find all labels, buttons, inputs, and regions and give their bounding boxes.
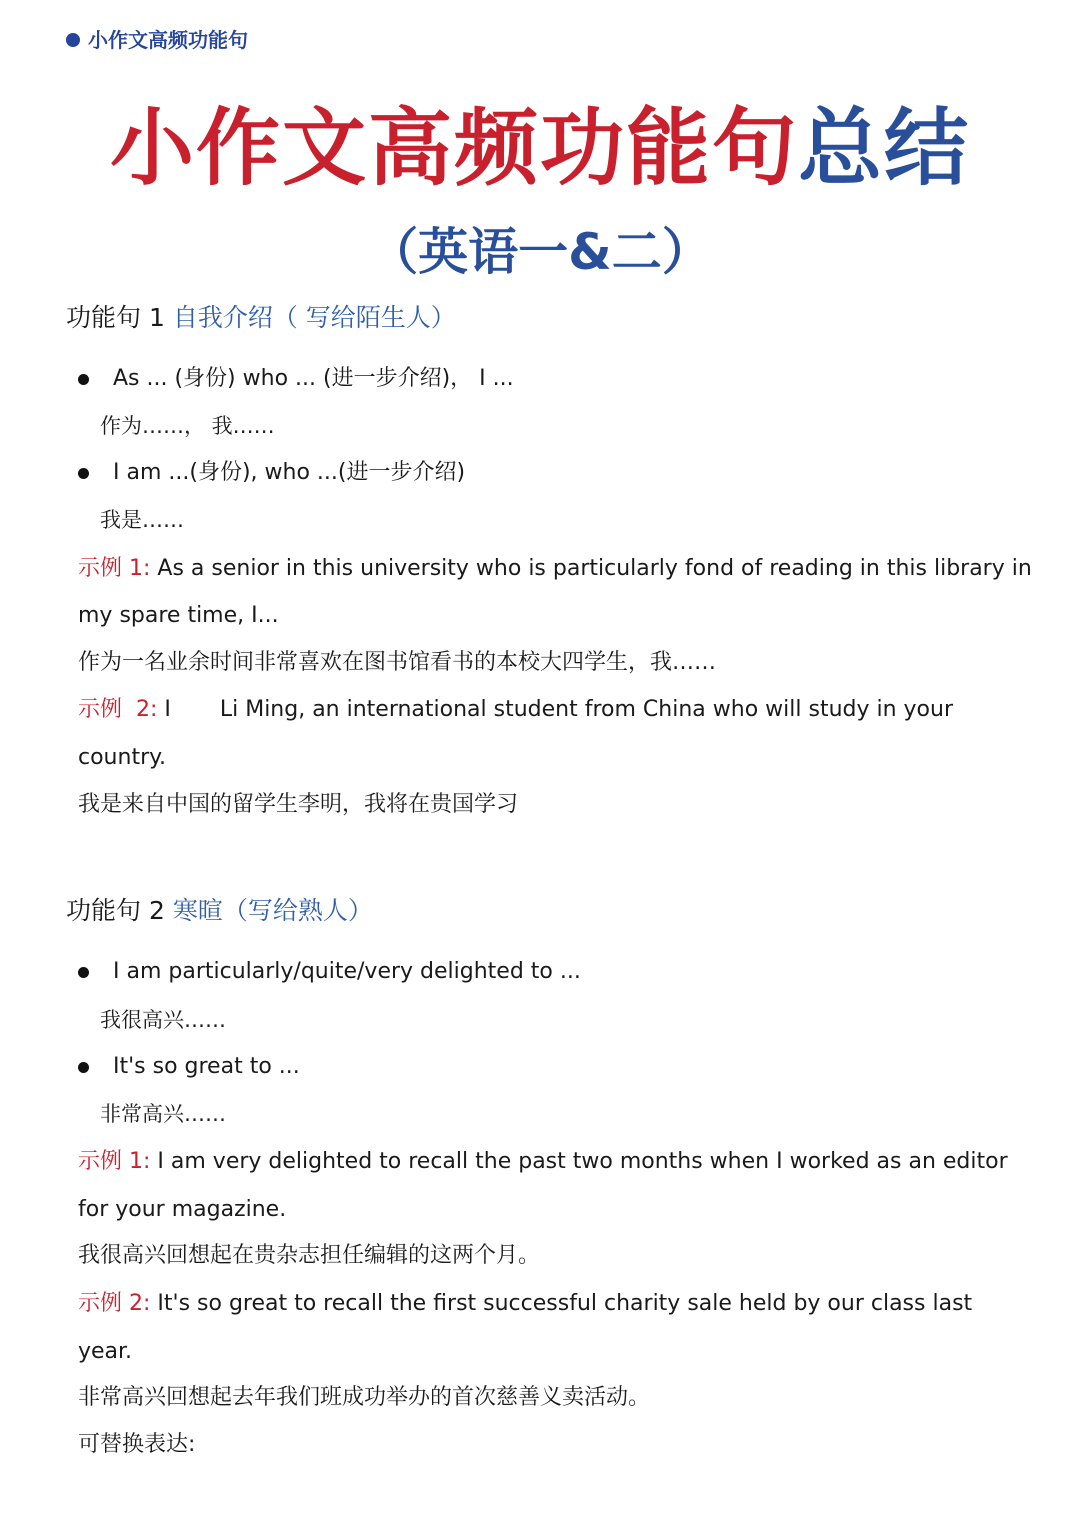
pattern-translation: 我是…… [100, 508, 184, 532]
bullet-icon [78, 468, 89, 479]
example-line: 示例 1: As a senior in this university who is particularly fond of reading in this library in [78, 556, 1032, 581]
bullet-icon [78, 1062, 89, 1073]
header-tag: 小作文高频功能句 [66, 24, 248, 56]
pattern-translation: 我很高兴…… [100, 1008, 226, 1032]
pattern-item: As ... (身份) who ... (进一步介绍)， I ... [78, 363, 514, 395]
page-title: 小作文高频功能句总结 [109, 99, 971, 197]
example-line: 示例 2: I Li Ming, an international student from China who will study in your [78, 697, 954, 722]
example-line: for your magazine. [78, 1197, 287, 1222]
section-heading: 功能句 1 自我介绍（ 写给陌生人） [66, 303, 456, 332]
example-line: country. [78, 745, 166, 770]
pattern-item: I am ...(身份), who ...(进一步介绍) [78, 457, 465, 489]
pattern-translation: 非常高兴…… [100, 1102, 226, 1126]
example-translation: 作为一名业余时间非常喜欢在图书馆看书的本校大四学生，我…… [78, 650, 717, 675]
example-line: year. [78, 1339, 133, 1364]
pattern-item: It's so great to ... [78, 1051, 300, 1083]
pattern-translation: 作为……， 我…… [100, 414, 275, 438]
section-heading: 功能句 2 寒暄（写给熟人） [66, 896, 373, 925]
example-line: 示例 2: It's so great to recall the first successful charity sale held by our class last [78, 1291, 973, 1316]
pattern-item: I am particularly/quite/very delighted to ... [78, 956, 581, 988]
example-translation: 我很高兴回想起在贵杂志担任编辑的这两个月。 [78, 1243, 541, 1268]
example-translation: 非常高兴回想起去年我们班成功举办的首次慈善义卖活动。 [78, 1385, 651, 1410]
example-line: my spare time, I... [78, 603, 279, 628]
bullet-icon [78, 374, 89, 385]
example-line: 示例 1: I am very delighted to recall the past two months when I worked as an editor [78, 1149, 1008, 1174]
example-translation: 我是来自中国的留学生李明，我将在贵国学习 [78, 792, 519, 817]
page-subtitle: （英语一&二） [368, 223, 712, 281]
alternative-expressions-label: 可替换表达: [78, 1432, 196, 1457]
bullet-icon [78, 967, 89, 978]
bullet-dot-icon [66, 33, 80, 47]
